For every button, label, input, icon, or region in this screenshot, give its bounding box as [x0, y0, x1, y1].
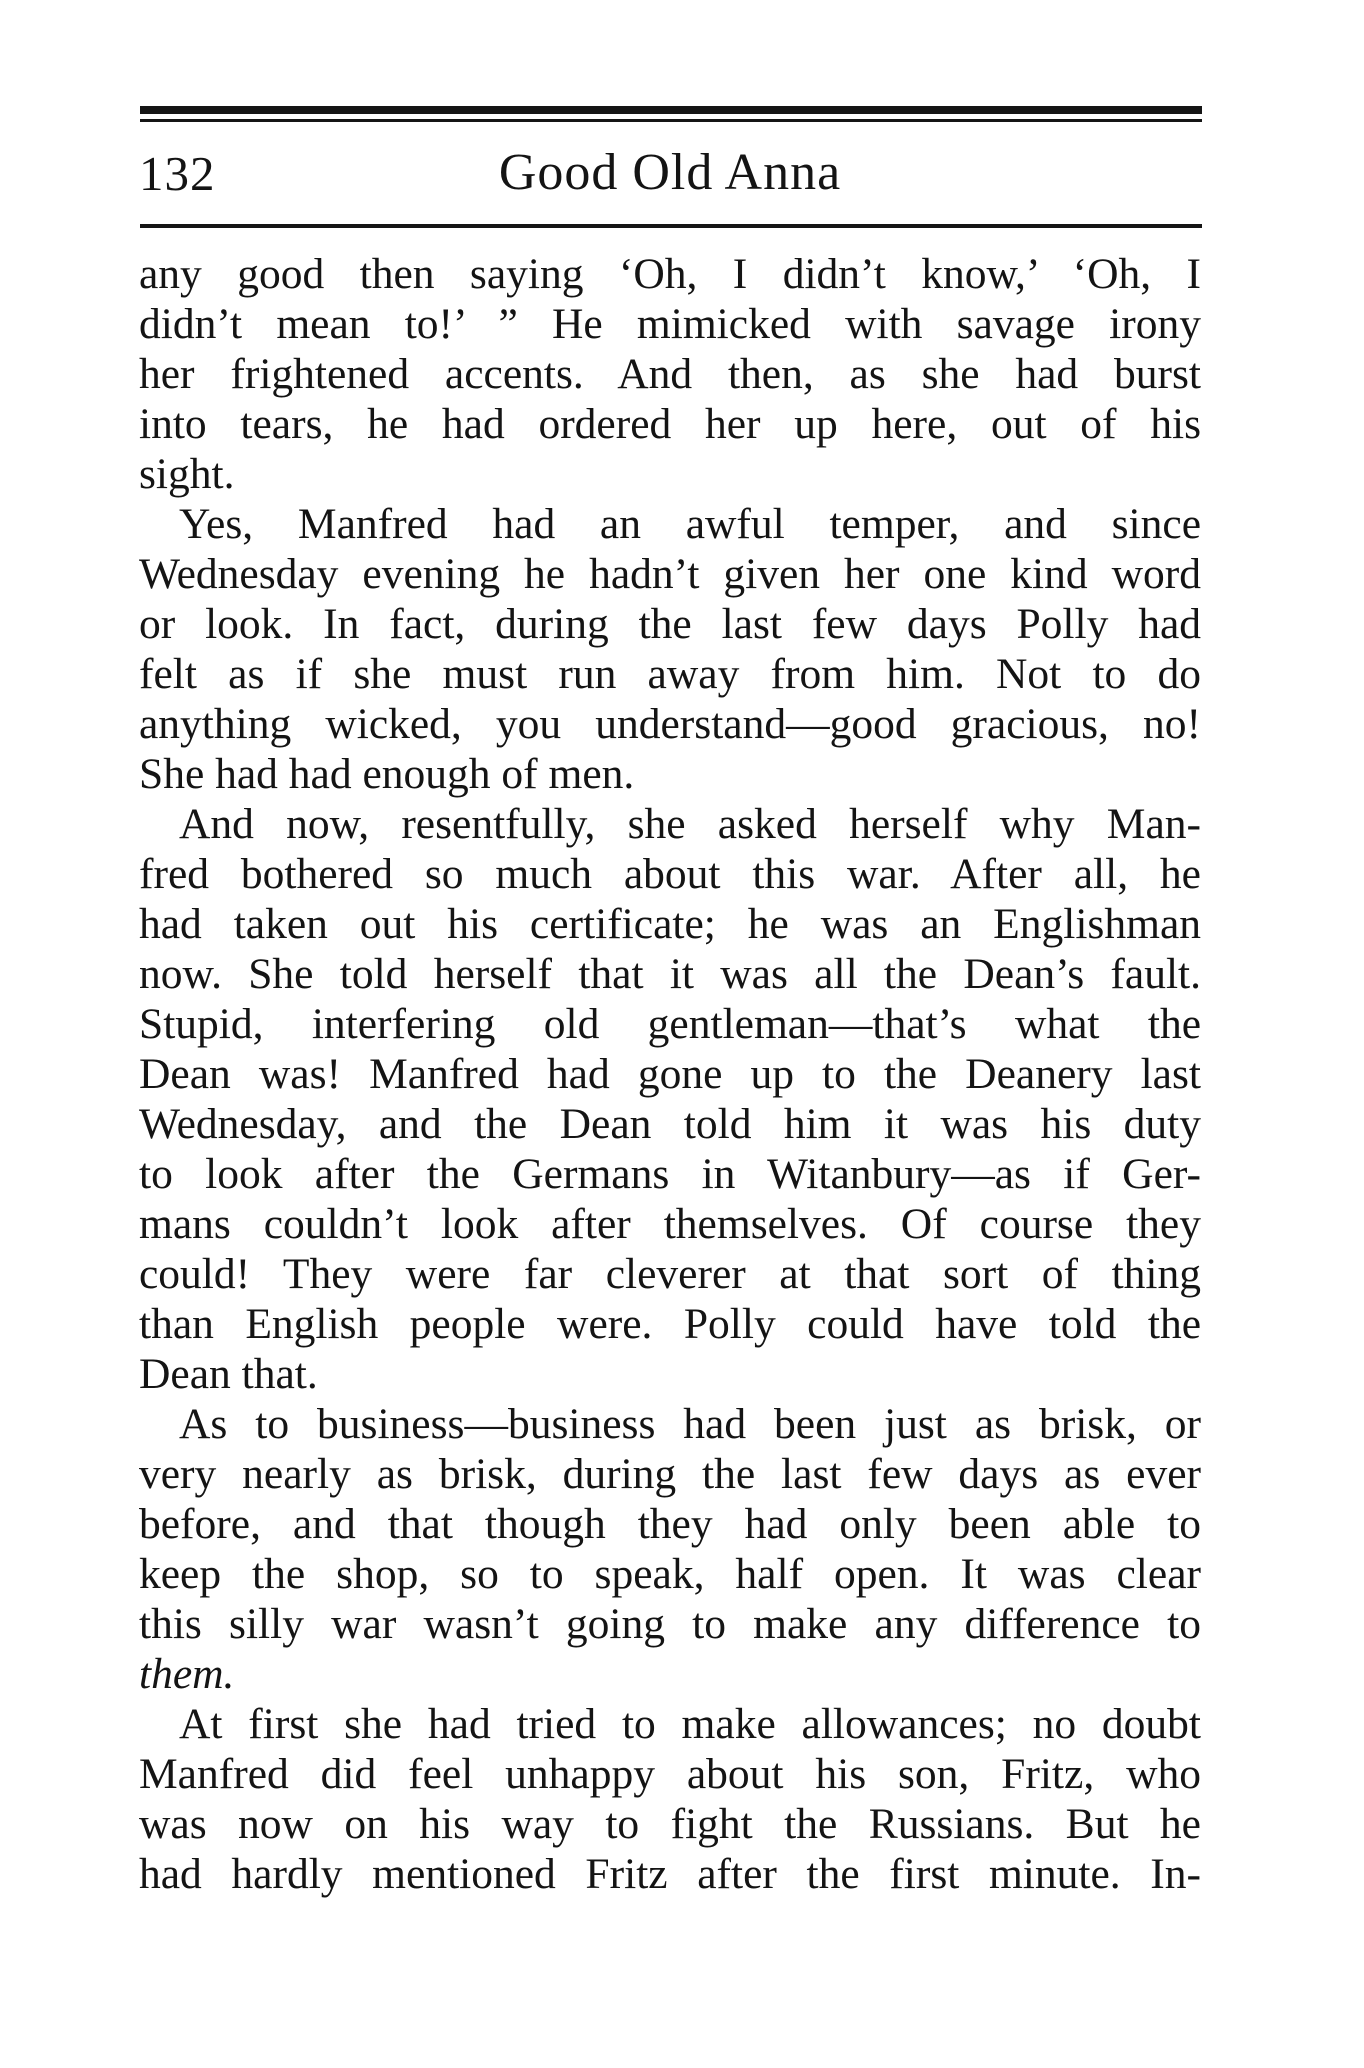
top-rule-thick: [140, 106, 1202, 114]
text-line: Yes, Manfred had an awful temper, and since: [179, 500, 1201, 548]
text-line: Wednesday, and the Dean told him it was his duty: [139, 1100, 1201, 1148]
text-line: fred bothered so much about this war. After all, he: [139, 850, 1201, 898]
top-rule-thin: [140, 119, 1202, 122]
text-line: At first she had tried to make allowances; no doubt: [179, 1700, 1201, 1748]
text-line: Manfred did feel unhappy about his son, Fritz, who: [139, 1750, 1201, 1798]
text-line: any good then saying ‘Oh, I didn’t know,’ ‘Oh, I: [139, 250, 1201, 298]
text-line: mans couldn’t look after themselves. Of course they: [139, 1200, 1201, 1248]
paragraph: [139, 799, 1201, 1399]
text-line: very nearly as brisk, during the last few days as ever: [139, 1450, 1201, 1498]
text-line: anything wicked, you understand—good gracious, no!: [139, 700, 1201, 748]
text-line: sight.: [139, 450, 235, 498]
text-line: felt as if she must run away from him. Not to do: [139, 650, 1201, 698]
text-line: As to business—business had been just as brisk, or: [179, 1400, 1201, 1448]
paragraph: [139, 1399, 1201, 1699]
text-line: And now, resentfully, she asked herself why Man-: [179, 800, 1201, 848]
text-line: her frightened accents. And then, as she had burst: [139, 350, 1201, 398]
header-rule: [140, 224, 1202, 228]
paragraph: [139, 249, 1201, 499]
text-line: them.: [139, 1650, 235, 1698]
text-line: Dean was! Manfred had gone up to the Deanery last: [139, 1050, 1201, 1098]
text-line: had taken out his certificate; he was an Englishman: [139, 900, 1201, 948]
text-line: than English people were. Polly could have told the: [139, 1300, 1201, 1348]
text-line: into tears, he had ordered her up here, out of his: [139, 400, 1201, 448]
text-line: Wednesday evening he hadn’t given her one kind word: [139, 550, 1201, 598]
text-line: had hardly mentioned Fritz after the first minute. In-: [139, 1850, 1201, 1898]
paragraph: [139, 1699, 1201, 1899]
text-line: didn’t mean to!’ ” He mimicked with savage irony: [139, 300, 1201, 348]
text-line: to look after the Germans in Witanbury—as if Ger-: [139, 1150, 1201, 1198]
text-line: Dean that.: [139, 1350, 318, 1398]
text-line: or look. In fact, during the last few days Polly had: [139, 600, 1201, 648]
page-number: 132: [139, 146, 216, 201]
text-line: keep the shop, so to speak, half open. It was clear: [139, 1550, 1201, 1598]
text-line: before, and that though they had only been able to: [139, 1500, 1201, 1548]
text-line: Stupid, interfering old gentleman—that’s what the: [139, 1000, 1201, 1048]
text-line: could! They were far cleverer at that sort of thing: [139, 1250, 1201, 1298]
running-title: Good Old Anna: [498, 144, 842, 201]
text-line: now. She told herself that it was all the Dean’s fault.: [139, 950, 1201, 998]
text-line: was now on his way to fight the Russians. But he: [139, 1800, 1201, 1848]
text-line: She had had enough of men.: [139, 750, 635, 798]
text-line: this silly war wasn’t going to make any difference to: [139, 1600, 1201, 1648]
body-text: [139, 249, 1201, 1899]
paragraph: [139, 499, 1201, 799]
